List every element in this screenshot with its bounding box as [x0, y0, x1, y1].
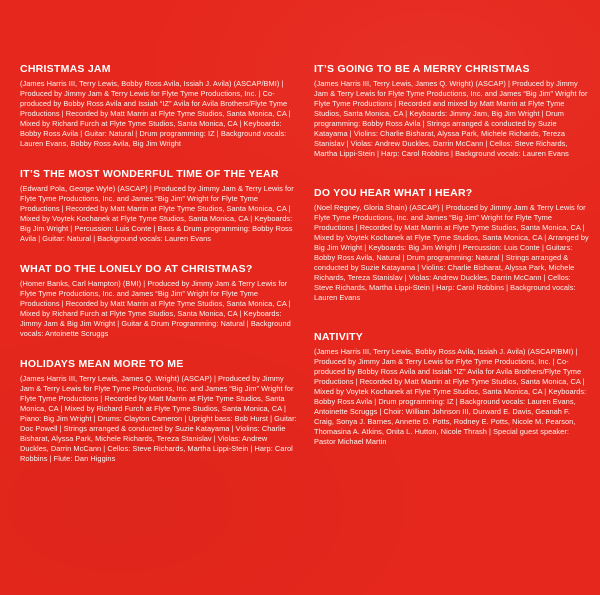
song-block-christmas-jam [20, 64, 297, 149]
song-credits: (James Harris III, Terry Lewis, Bobby Ross Avila, Issiah J. Avila) (ASCAP/BMI) | Produced by Jimmy Jam & Terry Lewis for Flyte Tyme Productions, Inc. | Co-produced by Bobby Ross Avila and Issiah “IZ” Avila for Avila Brothers/Flyte Tyme Productions | Recorded by Matt Marrin at Flyte Tyme Studios, Santa Monica, CA | Mixed by Richard Furch at Flyte Tyme Studios, Santa Monica, CA | Keyboards: Bobby Ross Avila | Guitar: Natural | Drum programming: IZ | Background vocals: Lauren Evans, Bobby Ross Avila, Big Jim Wright [20, 79, 291, 148]
song-title: CHRISTMAS JAM [20, 63, 111, 75]
song-credits: (James Harris III, Terry Lewis, Bobby Ross Avila, Issiah J. Avila) (ASCAP/BMI) | Produced by Jimmy Jam & Terry Lewis for Flyte Tyme Productions, Inc. | Co-produced by Bobby Ross Avila and Issiah “IZ” Avila for Avila Brothers/Flyte Tyme Productions | Recorded by Matt Marrin at Flyte Tyme Studios, Santa Monica, CA | Mixed by Voytek Kochanek at Flyte Tyme Studios, Santa Monica, CA | Keyboards: Bobby Ross Avila | Drum programming: IZ | Background vocals: Lauren Evans, Antoinette Scruggs | Choir: William Johnson III, Durward E. Davis, Geanah F. Craig, Sonya J. Barnes, Annette D. Potts, Rodney E. Potts, Nicole M. Pearson, Thomasina A. Atkins, Onita L. Hutton, Nicole Thrash | Special guest speaker: Pastor Michael Martin [314, 347, 587, 446]
song-credits: (James Harris III, Terry Lewis, James Q. Wright) (ASCAP) | Produced by Jimmy Jam & Terry Lewis for Flyte Tyme Productions, Inc. and James “Big Jim” Wright for Flyte Tyme Productions | Recorded by Matt Marrin at Flyte Tyme Studios, Santa Monica, CA | Mixed by Richard Furch at Flyte Tyme Studios, Santa Monica, CA | Piano: Big Jim Wright | Drums: Clayton Cameron | Upright bass: Bob Hurst | Guitar: Doc Powell | Strings arranged & conducted by Suzie Katayama | Violins: Charlie Bisharat, Alyssa Park, Michele Richards, Tereza Stanislav | Violas: Andrew Duckles, Darrin McCann | Cellos: Steve Richards, Martha Lippi-Stein | Harp: Carol Robbins | Flute: Dan Higgins [20, 374, 297, 463]
song-block-nativity [314, 332, 591, 447]
song-block-merry-christmas [314, 64, 591, 159]
song-title: WHAT DO THE LONELY DO AT CHRISTMAS? [20, 263, 253, 275]
song-block-holidays-mean-more [20, 359, 297, 464]
song-credits: (Edward Pola, George Wyle) (ASCAP) | Produced by Jimmy Jam & Terry Lewis for Flyte Tyme Productions, Inc. and James “Big Jim” Wright for Flyte Tyme Productions | Recorded by Matt Marrin at Flyte Tyme Studios, Santa Monica, CA | Mixed by Voytek Kochanek at Flyte Tyme Studios, Santa Monica, CA | Keyboards: Big Jim Wright | Percussion: Luis Conte | Bass & Drum programming: Bobby Ross Avila | Guitar: Natural | Background vocals: Lauren Evans [20, 184, 294, 243]
song-block-what-do-the-lonely-do [20, 264, 297, 339]
song-title: NATIVITY [314, 331, 364, 343]
song-title: IT’S GOING TO BE A MERRY CHRISTMAS [314, 63, 530, 75]
column-right [314, 64, 591, 484]
song-title: IT’S THE MOST WONDERFUL TIME OF THE YEAR [20, 168, 279, 180]
song-credits: (Noel Regney, Gloria Shain) (ASCAP) | Produced by Jimmy Jam & Terry Lewis for Flyte Tyme Productions, Inc. and James “Big Jim” Wright for Flyte Tyme Productions | Recorded by Matt Marrin at Flyte Tyme Studios, Santa Monica, CA | Mixed by Voytek Kochanek at Flyte Tyme Studios, Santa Monica, CA | Arranged by Big Jim Wright | Keyboards: Big Jim Wright | Percussion: Luis Conte | Guitars: Bobby Ross Avila, Natural | Drum programming: Natural | Strings arranged & conducted by Suzie Katayama | Violins: Charlie Bisharat, Alyssa Park, Michele Richards, Tereza Stanislav | Violas: Andrew Duckles, Darrin McCann | Cellos: Steve Richards, Martha Lippi-Stein | Harp: Carol Robbins | Background vocals: Lauren Evans [314, 203, 589, 302]
column-left [20, 64, 297, 484]
song-title: HOLIDAYS MEAN MORE TO ME [20, 358, 184, 370]
song-block-most-wonderful-time [20, 169, 297, 244]
song-credits: (Homer Banks, Carl Hampton) (BMI) | Produced by Jimmy Jam & Terry Lewis for Flyte Tyme Productions, Inc. and James “Big Jim” Wright for Flyte Tyme Productions | Recorded by Matt Marrin at Flyte Tyme Studios, Santa Monica, CA | Mixed by Richard Furch at Flyte Tyme Studios, Santa Monica, CA | Keyboards: Jimmy Jam & Big Jim Wright | Guitar & Drum Programming: Natural | Background vocals: Antoinette Scruggs [20, 279, 291, 338]
song-credits: (James Harris III, Terry Lewis, James Q. Wright) (ASCAP) | Produced by Jimmy Jam & Terry Lewis for Flyte Tyme Productions, Inc. and James “Big Jim” Wright for Flyte Tyme Productions | Recorded and mixed by Matt Marrin at Flyte Tyme Studios, Santa Monica, CA | Keyboards: Jimmy Jam, Big Jim Wright | Drum programming: Bobby Ross Avila | Strings arranged & conducted by Suzie Katayama | Violins: Charlie Bisharat, Alyssa Park, Michele Richards, Tereza Stanislav | Violas: Andrew Duckles, Darrin McCann | Cellos: Steve Richards, Martha Lippi-Stein | Harp: Carol Robbins | Background vocals: Lauren Evans [314, 79, 588, 158]
song-block-do-you-hear [314, 188, 591, 303]
song-title: DO YOU HEAR WHAT I HEAR? [314, 187, 473, 199]
